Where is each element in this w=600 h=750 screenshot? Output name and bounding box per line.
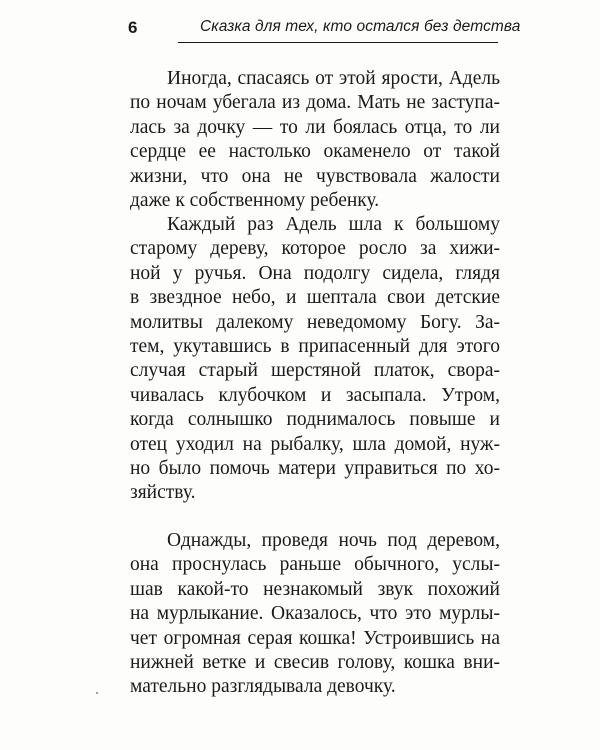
text-line: Каждый раз Адель шла к большому: [167, 214, 500, 235]
text-line: Однажды, проведя ночь под деревом,: [167, 530, 500, 551]
text-line: лась за дочку — то ли боялась отца, то ли: [130, 116, 500, 138]
text-line: она проснулась раньше обычного, услы-: [130, 554, 500, 576]
text-line: отец уходил на рыбалку, шла домой, нуж-: [130, 433, 500, 455]
text-line: зяйству.: [130, 482, 196, 504]
text-line: случая старый шерстяной платок, свора-: [130, 360, 500, 382]
text-line: Иногда, спасаясь от этой ярости, Адель: [167, 68, 500, 89]
paragraph-2: [130, 213, 500, 506]
text-line: сердце ее настолько окаменело от такой: [130, 141, 500, 163]
text-line: нижней ветке и свесив голову, кошка вни-: [130, 652, 500, 674]
text-line: жизни, что она не чувствовала жалости: [130, 165, 500, 187]
text-line: мательно разглядывала девочку.: [130, 676, 396, 698]
text-line: чет огромная серая кошка! Устроившись на: [130, 627, 500, 649]
paragraph-1: [130, 67, 500, 213]
text-line: но было помочь матери управиться по хо-: [130, 458, 500, 480]
text-line: на мурлыкание. Оказалось, что это мурлы-: [130, 603, 500, 625]
scan-speck: [96, 692, 98, 694]
running-title: Сказка для тех, кто остался без детства: [200, 18, 521, 35]
text-line: тем, укутавшись в припасенный для этого: [130, 336, 500, 358]
text-line: старому дереву, которое росло за хижи-: [130, 238, 500, 260]
text-line: в звездное небо, и шептала свои детские: [130, 287, 500, 309]
text-line: даже к собственному ребенку.: [130, 190, 380, 212]
header-rule: [178, 42, 498, 43]
page-number: 6: [128, 18, 138, 37]
text-line: ной у ручья. Она подолгу сидела, глядя: [130, 262, 500, 284]
text-line: по ночам убегала из дома. Мать не заступа-: [130, 92, 500, 114]
text-line: чивалась клубочком и засыпала. Утром,: [130, 384, 500, 406]
paragraph-3: [130, 529, 500, 700]
text-line: когда солнышко поднималось повыше и: [130, 409, 500, 431]
text-line: шав какой-то незнакомый звук похожий: [130, 578, 500, 600]
text-line: молитвы далекому неведомому Богу. За-: [130, 311, 500, 333]
